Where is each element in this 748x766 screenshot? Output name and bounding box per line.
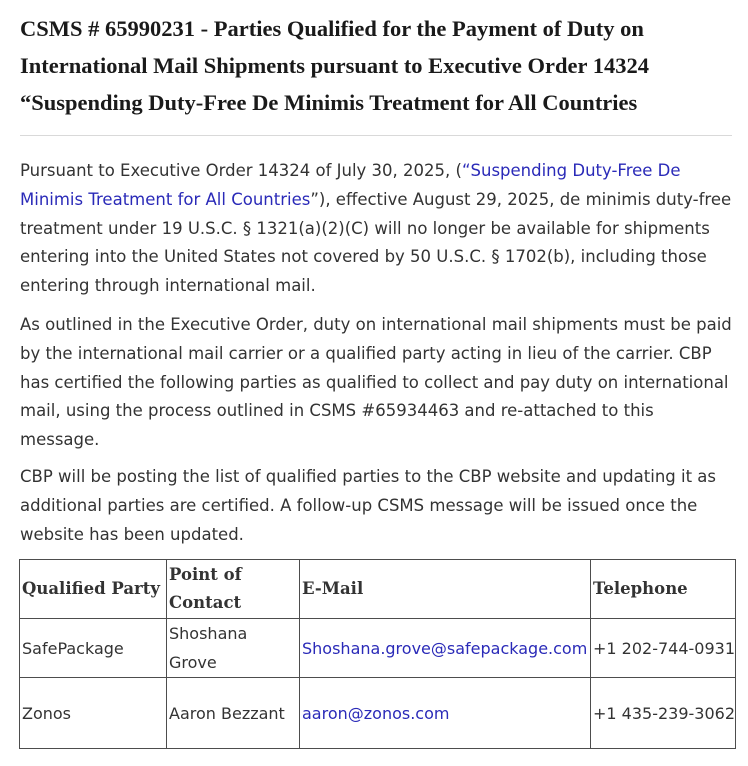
table-header-row: [20, 560, 736, 619]
contact-name: Shoshana Grove: [167, 619, 300, 678]
telephone: +1 435-239-3062: [591, 678, 736, 749]
party-name: SafePackage: [20, 619, 167, 678]
paragraph-website-update: CBP will be posting the list of qualified parties to the CBP website and updating it as additional parties are certified. A follow-up CSMS message will be issued once the website has been updated.: [20, 467, 717, 544]
header-qualified-party: Qualified Party: [20, 560, 167, 619]
paragraph-executive-order-intro: Pursuant to Executive Order 14324 of July 30, 2025, (: [20, 161, 462, 180]
header-point-of-contact: Point of Contact: [167, 560, 300, 619]
table-row: [20, 619, 736, 678]
executive-order-link[interactable]: “Suspending Duty-Free De Minimis Treatment for All Countries: [20, 161, 681, 209]
table-row: [20, 678, 736, 749]
paragraph-executive-order-rest: ”), effective August 29, 2025, de minimis duty-free treatment under 19 U.S.C. § 1321(a)(2)(C) will no longer be available for shipments entering into the United States not covered by 50 U.S.C. § 1702(b), including those entering through international mail.: [20, 189, 732, 296]
telephone: +1 202-744-0931: [591, 619, 736, 678]
paragraph-duty-payment: As outlined in the Executive Order, duty on international mail shipments must be paid by the international mail carrier or a qualified party acting in lieu of the carrier. CBP has certified the following parties as qualified to collect and pay duty on international mail, using the process outlined in CSMS #65934463 and re-attached to this message.: [20, 315, 732, 450]
email-link[interactable]: Shoshana.grove@safepackage.com: [300, 619, 591, 678]
header-email: E-Mail: [300, 560, 591, 619]
title-divider: [20, 135, 732, 136]
contact-name: Aaron Bezzant: [167, 678, 300, 749]
qualified-parties-table: [19, 559, 736, 749]
header-telephone: Telephone: [591, 560, 736, 619]
page-title: CSMS # 65990231 - Parties Qualified for the Payment of Duty on International Mail Shipments pursuant to Executive Order 14324 “Suspending Duty-Free De Minimis Treatment for All Countries: [20, 16, 649, 115]
email-link[interactable]: aaron@zonos.com: [300, 678, 591, 749]
party-name: Zonos: [20, 678, 167, 749]
paragraph-executive-order: [20, 157, 732, 301]
